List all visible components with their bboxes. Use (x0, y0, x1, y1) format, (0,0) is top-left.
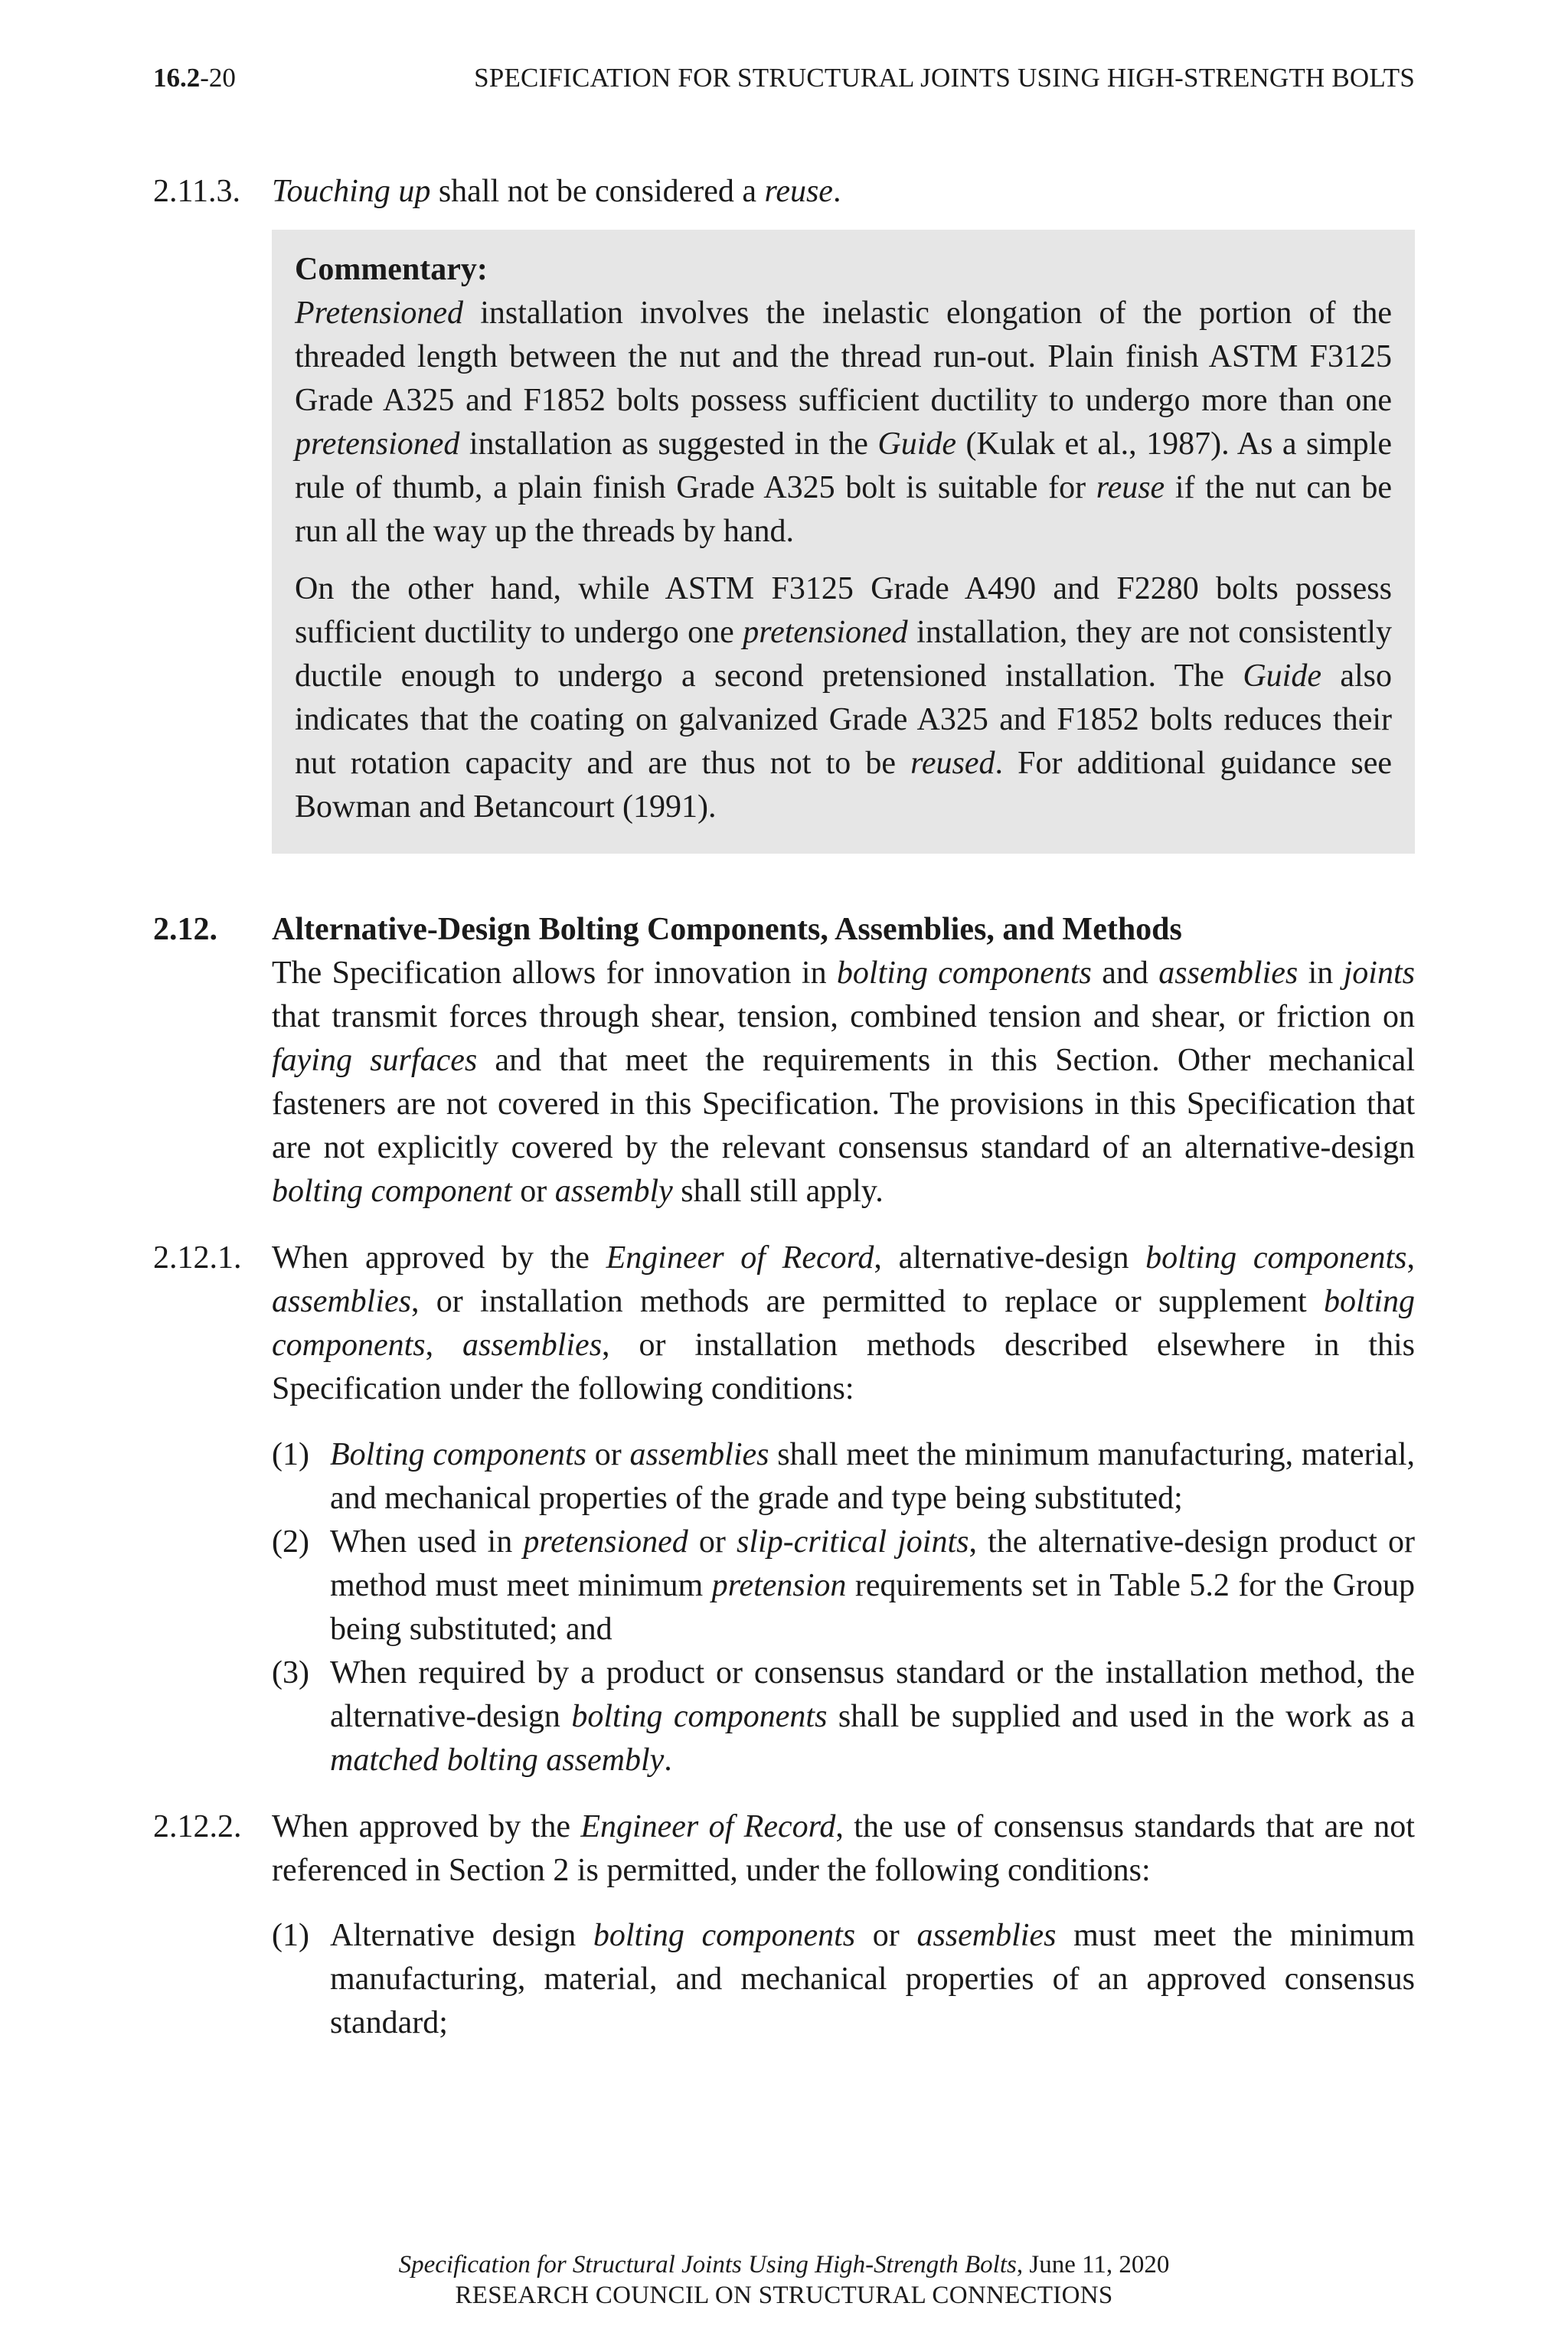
section-text: The Specification allows for innovation in bolting components and assemblies in joints that transmit forces through shear, tension, combined tension and shear, or friction on faying surfaces and that meet the requirements in this Section. Other mechanical fasteners are not covered in this Specification. The provisions in this Specification that are not explicitly covered by the relevant consensus standard of an alternative-design bolting component or assembly shall still apply. (272, 956, 1415, 1209)
commentary-box (272, 230, 1415, 854)
list-item: (1) Alternative design bolting components or assemblies must meet the minimum manufacturing, material, and mechanical properties of an approved consensus standard; (272, 1918, 1415, 2040)
commentary-heading: Commentary: (295, 252, 488, 287)
list-item: (3) When required by a product or consensus standard or the installation method, the alternative-design bolting components shall be supplied and used in the work as a matched bolting assembly. (272, 1655, 1415, 1778)
section-text: When approved by the Engineer of Record, the use of consensus standards that are not referenced in Section 2 is permitted, under the following conditions: (272, 1809, 1415, 1888)
running-header (153, 60, 1415, 96)
section-number: 2.11.3. (153, 174, 240, 209)
header-title: SPECIFICATION FOR STRUCTURAL JOINTS USING HIGH-STRENGTH BOLTS (474, 63, 1415, 93)
page-number: 16.2-20 (153, 63, 236, 93)
commentary-paragraph-2: On the other hand, while ASTM F3125 Grade A490 and F2280 bolts possess sufficient ductility to undergo one pretensioned installation, they are not consistently ductile enough to undergo a second pretensioned installation. The Guide also indicates that the coating on galvanized Grade A325 and F1852 bolts reduces their nut rotation capacity and are thus not to be reused. For additional guidance see Bowman and Betancourt (1991). (295, 571, 1393, 825)
section-number: 2.12.2. (153, 1809, 242, 1844)
conditions-list-2-12-2 (272, 1914, 1415, 2045)
section-number: 2.12. (153, 912, 217, 947)
section-text: Touching up shall not be considered a reuse. (272, 174, 841, 209)
section-text: When approved by the Engineer of Record, alternative-design bolting components, assemblies, or installation methods are permitted to replace or supplement bolting components, assemblies, or installation methods described elsewhere in this Specification under the following conditions: (272, 1240, 1416, 1406)
list-item: (2) When used in pretensioned or slip-critical joints, the alternative-design product or method must meet minimum pretension requirements set in Table 5.2 for the Group being substituted; and (272, 1524, 1415, 1647)
page-footer (0, 2249, 1568, 2311)
footer-line-2: RESEARCH COUNCIL ON STRUCTURAL CONNECTIONS (455, 2282, 1113, 2309)
footer-line-1: Specification for Structural Joints Using High-Strength Bolts, June 11, 2020 (398, 2251, 1170, 2278)
section-number: 2.12.1. (153, 1240, 242, 1276)
section-heading: Alternative-Design Bolting Components, Assemblies, and Methods (272, 912, 1182, 947)
commentary-paragraph-1: Pretensioned installation involves the inelastic elongation of the portion of the threaded length between the nut and the thread run-out. Plain finish ASTM F3125 Grade A325 and F1852 bolts possess sufficient ductility to undergo more than one pretensioned installation as suggested in the Guide (Kulak et al., 1987). As a simple rule of thumb, a plain finish Grade A325 bolt is suitable for reuse if the nut can be run all the way up the threads by hand. (295, 296, 1393, 549)
conditions-list-2-12-1 (272, 1433, 1415, 1782)
list-item: (1) Bolting components or assemblies shall meet the minimum manufacturing, material, and mechanical properties of the grade and type being substituted; (272, 1437, 1415, 1516)
